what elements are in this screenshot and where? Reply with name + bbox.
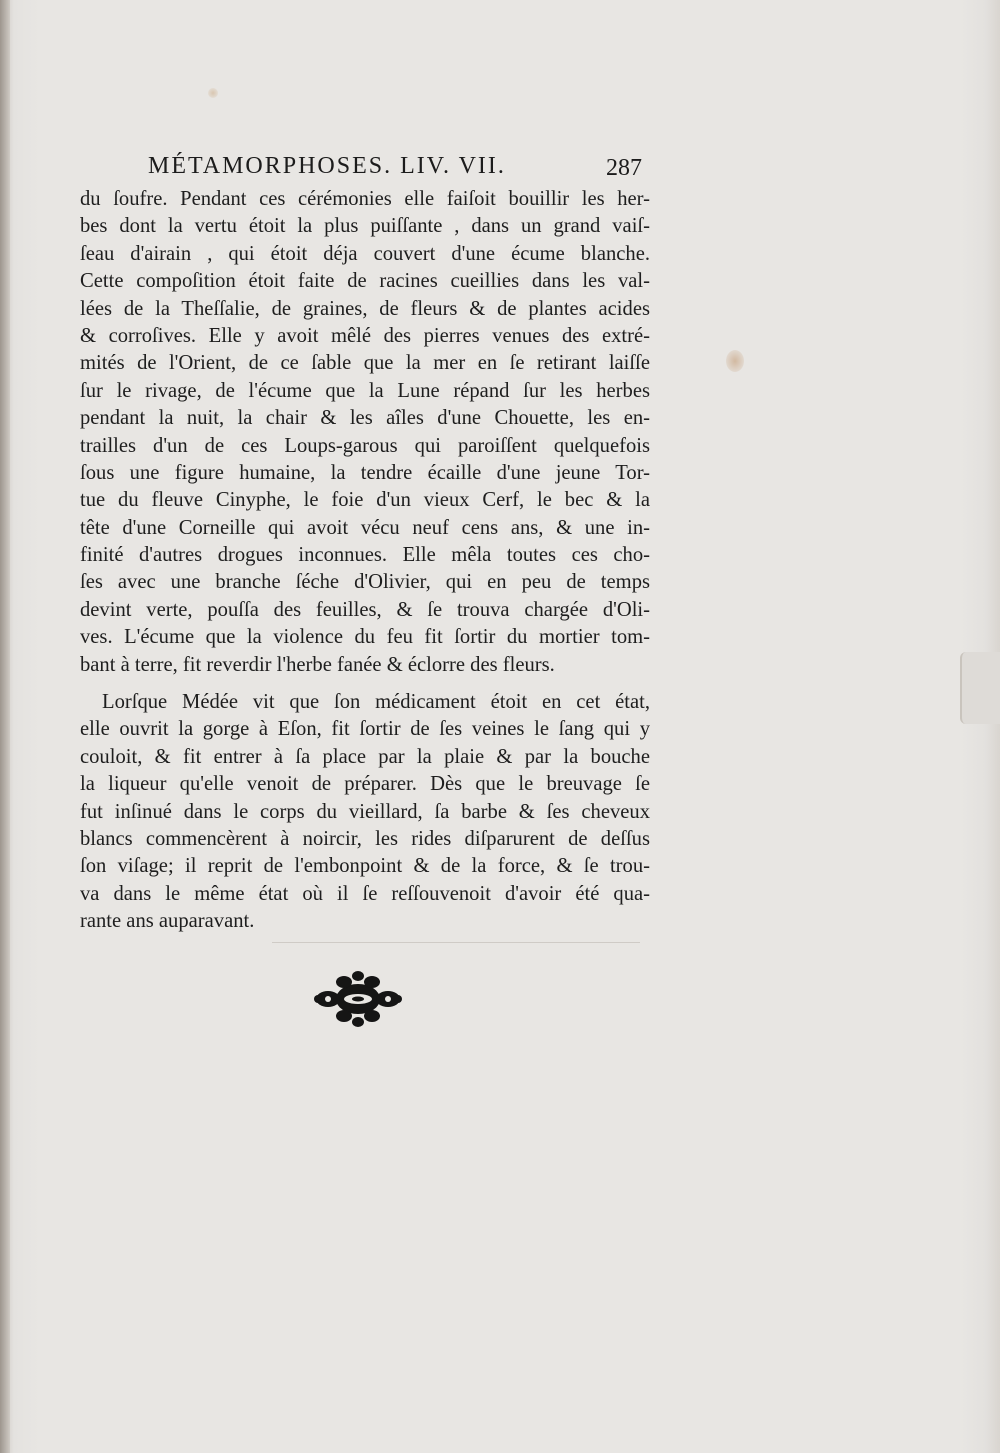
- body-text: [80, 186, 650, 946]
- page-number: 287: [606, 155, 642, 181]
- paper-stain-small: [208, 88, 218, 98]
- text-line: rante ans auparavant.: [80, 910, 255, 933]
- text-line: devint verte, pouſſa des feuilles, & ſe trouva chargée d'Oli-: [80, 598, 650, 621]
- page-header: [110, 153, 658, 187]
- text-line: couloit, & fit entrer à ſa place par la plaie & par la bouche: [80, 745, 650, 768]
- text-line: ſes avec une branche ſéche d'Olivier, qui en peu de temps: [80, 571, 650, 594]
- text-line: blancs commencèrent à noircir, les rides diſparurent de deſſus: [80, 827, 650, 850]
- page-clip: [960, 652, 1000, 724]
- text-line: la liqueur qu'elle venoit de préparer. Dès que le breuvage ſe: [80, 773, 650, 796]
- text-line: ſous une figure humaine, la tendre écaille d'une jeune Tor-: [80, 461, 650, 484]
- text-line: tête d'une Corneille qui avoit vécu neuf cens ans, & une in-: [80, 516, 650, 539]
- fleuron-ornament: [314, 970, 402, 1028]
- text-line: & corroſives. Elle y avoit mêlé des pierres venues des extré-: [80, 324, 650, 347]
- closing-rule: [272, 942, 640, 943]
- text-line: bant à terre, fit reverdir l'herbe fanée & éclorre des fleurs.: [80, 653, 555, 676]
- text-line: Lorſque Médée vit que ſon médicament étoit en cet état,: [102, 691, 650, 714]
- text-line: ſon viſage; il reprit de l'embonpoint & de la force, & ſe trou-: [80, 855, 650, 878]
- text-line: mités de l'Orient, de ce ſable que la mer en ſe retirant laiſſe: [80, 352, 650, 375]
- text-line: bes dont la vertu étoit la plus puiſſante , dans un grand vaiſ-: [80, 215, 650, 238]
- text-line: pendant la nuit, la chair & les aîles d'une Chouette, les en-: [80, 407, 650, 430]
- text-line: Cette compoſition étoit faite de racines cueillies dans les val-: [80, 270, 650, 293]
- paper-stain: [726, 350, 744, 372]
- text-line: du ſoufre. Pendant ces cérémonies elle faiſoit bouillir les her-: [80, 188, 650, 210]
- text-line: ſur le rivage, de l'écume que la Lune répand ſur les herbes: [80, 379, 650, 402]
- text-line: finité d'autres drogues inconnues. Elle mêla toutes ces cho-: [80, 544, 650, 567]
- text-line: va dans le même état où il ſe reſſouvenoit d'avoir été qua-: [80, 882, 650, 905]
- text-line: ves. L'écume que la violence du feu fit ſortir du mortier tom-: [80, 626, 650, 649]
- paragraph-1: [80, 186, 650, 679]
- text-line: ſeau d'airain , qui étoit déja couvert d'une écume blanche.: [80, 242, 650, 265]
- binding-gutter: [0, 0, 10, 1453]
- text-line: elle ouvrit la gorge à Eſon, fit ſortir de ſes veines le ſang qui y: [80, 718, 650, 741]
- text-line: trailles d'un de ces Loups-garous qui paroiſſent quelquefois: [80, 434, 650, 457]
- paragraph-2: [80, 689, 650, 936]
- text-line: lées de la Theſſalie, de graines, de fleurs & de plantes acides: [80, 297, 650, 320]
- text-line: tue du fleuve Cinyphe, le foie d'un vieux Cerf, le bec & la: [80, 489, 650, 512]
- paragraph-gap: [80, 679, 650, 689]
- text-line: fut inſinué dans le corps du vieillard, ſa barbe & ſes cheveux: [80, 800, 650, 823]
- running-head: MÉTAMORPHOSES. LIV. VII.: [148, 153, 506, 179]
